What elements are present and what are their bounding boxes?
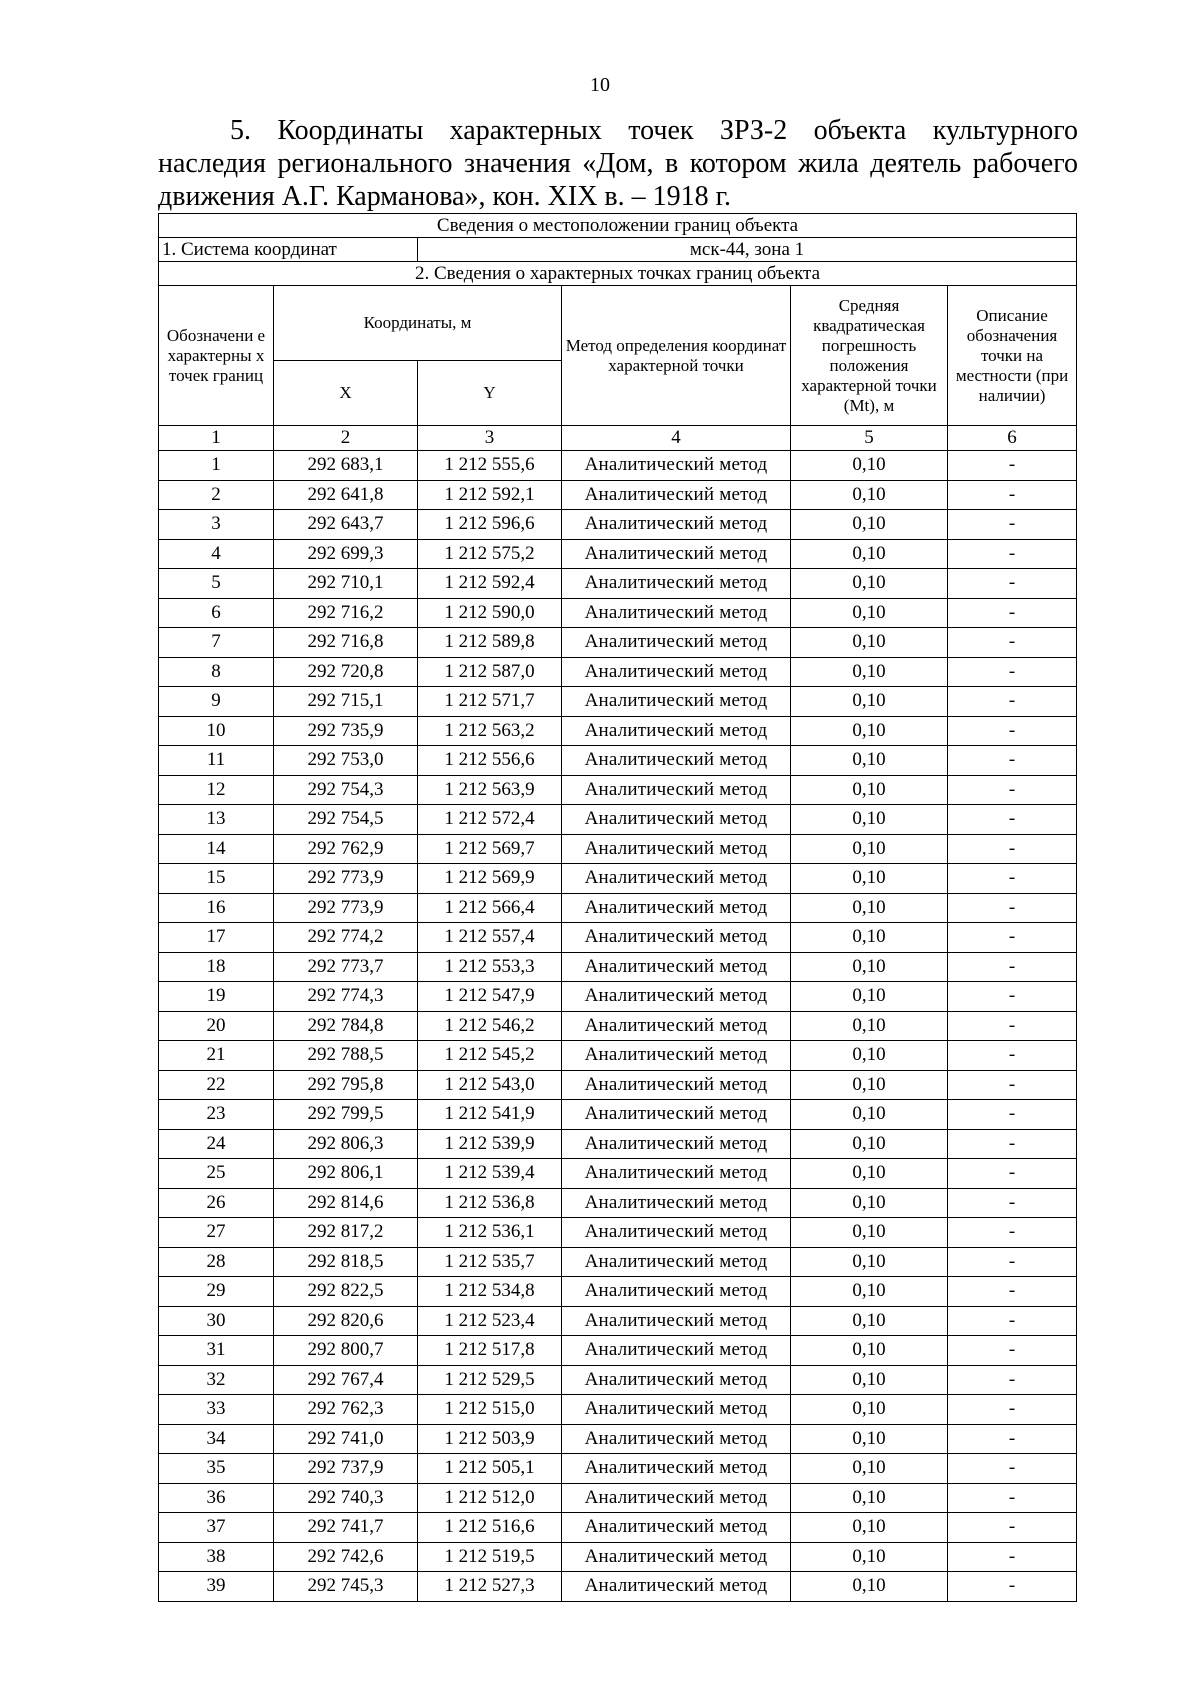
point-number-cell: 34 [159, 1424, 274, 1454]
table-row [159, 1483, 1077, 1513]
description-cell: - [948, 1395, 1077, 1425]
error-cell: 0,10 [791, 775, 948, 805]
y-coordinate-cell: 1 212 572,4 [418, 805, 562, 835]
y-coordinate-cell: 1 212 556,6 [418, 746, 562, 776]
method-cell: Аналитический метод [562, 1513, 791, 1543]
table-row [159, 893, 1077, 923]
section-heading [158, 114, 1078, 213]
point-number-cell: 18 [159, 952, 274, 982]
x-coordinate-cell: 292 784,8 [274, 1011, 418, 1041]
x-coordinate-cell: 292 822,5 [274, 1277, 418, 1307]
y-coordinate-cell: 1 212 563,2 [418, 716, 562, 746]
y-coordinate-cell: 1 212 527,3 [418, 1572, 562, 1602]
error-cell: 0,10 [791, 480, 948, 510]
method-cell: Аналитический метод [562, 1572, 791, 1602]
description-cell: - [948, 510, 1077, 540]
header-y: Y [418, 361, 562, 426]
x-coordinate-cell: 292 716,8 [274, 628, 418, 658]
point-number-cell: 3 [159, 510, 274, 540]
table-row [159, 1100, 1077, 1130]
coord-system-value: мск-44, зона 1 [418, 238, 1077, 262]
y-coordinate-cell: 1 212 553,3 [418, 952, 562, 982]
method-cell: Аналитический метод [562, 775, 791, 805]
description-cell: - [948, 598, 1077, 628]
table-row [159, 628, 1077, 658]
x-coordinate-cell: 292 762,3 [274, 1395, 418, 1425]
point-number-cell: 17 [159, 923, 274, 953]
point-number-cell: 28 [159, 1247, 274, 1277]
table-row [159, 1188, 1077, 1218]
y-coordinate-cell: 1 212 566,4 [418, 893, 562, 923]
description-cell: - [948, 1247, 1077, 1277]
error-cell: 0,10 [791, 746, 948, 776]
point-number-cell: 11 [159, 746, 274, 776]
method-cell: Аналитический метод [562, 746, 791, 776]
description-cell: - [948, 982, 1077, 1012]
table-row [159, 569, 1077, 599]
method-cell: Аналитический метод [562, 982, 791, 1012]
description-cell: - [948, 923, 1077, 953]
y-coordinate-cell: 1 212 539,4 [418, 1159, 562, 1189]
y-coordinate-cell: 1 212 534,8 [418, 1277, 562, 1307]
method-cell: Аналитический метод [562, 834, 791, 864]
column-number: 4 [562, 426, 791, 451]
error-cell: 0,10 [791, 1100, 948, 1130]
x-coordinate-cell: 292 788,5 [274, 1041, 418, 1071]
x-coordinate-cell: 292 773,7 [274, 952, 418, 982]
method-cell: Аналитический метод [562, 1218, 791, 1248]
x-coordinate-cell: 292 817,2 [274, 1218, 418, 1248]
error-cell: 0,10 [791, 1483, 948, 1513]
x-coordinate-cell: 292 740,3 [274, 1483, 418, 1513]
description-cell: - [948, 1159, 1077, 1189]
method-cell: Аналитический метод [562, 1100, 791, 1130]
error-cell: 0,10 [791, 1129, 948, 1159]
table-row [159, 775, 1077, 805]
y-coordinate-cell: 1 212 546,2 [418, 1011, 562, 1041]
error-cell: 0,10 [791, 628, 948, 658]
description-cell: - [948, 1542, 1077, 1572]
method-cell: Аналитический метод [562, 539, 791, 569]
error-cell: 0,10 [791, 598, 948, 628]
x-coordinate-cell: 292 753,0 [274, 746, 418, 776]
error-cell: 0,10 [791, 539, 948, 569]
error-cell: 0,10 [791, 1041, 948, 1071]
table-row [159, 598, 1077, 628]
method-cell: Аналитический метод [562, 657, 791, 687]
method-cell: Аналитический метод [562, 893, 791, 923]
method-cell: Аналитический метод [562, 1041, 791, 1071]
description-cell: - [948, 716, 1077, 746]
point-number-cell: 25 [159, 1159, 274, 1189]
method-cell: Аналитический метод [562, 1277, 791, 1307]
table-row [159, 1542, 1077, 1572]
x-coordinate-cell: 292 773,9 [274, 864, 418, 894]
description-cell: - [948, 746, 1077, 776]
x-coordinate-cell: 292 737,9 [274, 1454, 418, 1484]
column-number: 3 [418, 426, 562, 451]
table-row [159, 1572, 1077, 1602]
method-cell: Аналитический метод [562, 805, 791, 835]
description-cell: - [948, 834, 1077, 864]
table-row [159, 510, 1077, 540]
table-row [159, 923, 1077, 953]
y-coordinate-cell: 1 212 541,9 [418, 1100, 562, 1130]
error-cell: 0,10 [791, 1247, 948, 1277]
error-cell: 0,10 [791, 687, 948, 717]
x-coordinate-cell: 292 795,8 [274, 1070, 418, 1100]
column-number: 2 [274, 426, 418, 451]
table-row [159, 864, 1077, 894]
x-coordinate-cell: 292 818,5 [274, 1247, 418, 1277]
table-row [159, 1247, 1077, 1277]
x-coordinate-cell: 292 710,1 [274, 569, 418, 599]
y-coordinate-cell: 1 212 536,8 [418, 1188, 562, 1218]
table-row [159, 1011, 1077, 1041]
y-coordinate-cell: 1 212 555,6 [418, 451, 562, 481]
method-cell: Аналитический метод [562, 451, 791, 481]
table-row [159, 1129, 1077, 1159]
column-number: 5 [791, 426, 948, 451]
x-coordinate-cell: 292 773,9 [274, 893, 418, 923]
x-coordinate-cell: 292 699,3 [274, 539, 418, 569]
point-number-cell: 26 [159, 1188, 274, 1218]
x-coordinate-cell: 292 806,3 [274, 1129, 418, 1159]
description-cell: - [948, 687, 1077, 717]
x-coordinate-cell: 292 742,6 [274, 1542, 418, 1572]
header-method: Метод определения координат характерной точки [562, 286, 791, 426]
description-cell: - [948, 1572, 1077, 1602]
method-cell: Аналитический метод [562, 1129, 791, 1159]
error-cell: 0,10 [791, 1306, 948, 1336]
method-cell: Аналитический метод [562, 1454, 791, 1484]
point-number-cell: 39 [159, 1572, 274, 1602]
error-cell: 0,10 [791, 1159, 948, 1189]
x-coordinate-cell: 292 814,6 [274, 1188, 418, 1218]
y-coordinate-cell: 1 212 587,0 [418, 657, 562, 687]
point-number-cell: 16 [159, 893, 274, 923]
error-cell: 0,10 [791, 1188, 948, 1218]
table-row [159, 1395, 1077, 1425]
description-cell: - [948, 893, 1077, 923]
description-cell: - [948, 628, 1077, 658]
point-number-cell: 37 [159, 1513, 274, 1543]
header-designation: Обозначени е характерны х точек границ [159, 286, 274, 426]
y-coordinate-cell: 1 212 515,0 [418, 1395, 562, 1425]
method-cell: Аналитический метод [562, 923, 791, 953]
y-coordinate-cell: 1 212 529,5 [418, 1365, 562, 1395]
error-cell: 0,10 [791, 1277, 948, 1307]
error-cell: 0,10 [791, 1011, 948, 1041]
x-coordinate-cell: 292 820,6 [274, 1306, 418, 1336]
error-cell: 0,10 [791, 510, 948, 540]
table-row [159, 982, 1077, 1012]
table-row [159, 805, 1077, 835]
x-coordinate-cell: 292 716,2 [274, 598, 418, 628]
method-cell: Аналитический метод [562, 1070, 791, 1100]
description-cell: - [948, 657, 1077, 687]
x-coordinate-cell: 292 745,3 [274, 1572, 418, 1602]
error-cell: 0,10 [791, 893, 948, 923]
error-cell: 0,10 [791, 923, 948, 953]
error-cell: 0,10 [791, 1365, 948, 1395]
point-number-cell: 14 [159, 834, 274, 864]
description-cell: - [948, 1041, 1077, 1071]
table-row [159, 1365, 1077, 1395]
description-cell: - [948, 569, 1077, 599]
y-coordinate-cell: 1 212 590,0 [418, 598, 562, 628]
method-cell: Аналитический метод [562, 1306, 791, 1336]
description-cell: - [948, 1454, 1077, 1484]
y-coordinate-cell: 1 212 547,9 [418, 982, 562, 1012]
x-coordinate-cell: 292 800,7 [274, 1336, 418, 1366]
table-row [159, 480, 1077, 510]
page-number: 10 [590, 74, 610, 96]
method-cell: Аналитический метод [562, 1365, 791, 1395]
method-cell: Аналитический метод [562, 510, 791, 540]
table-row [159, 1306, 1077, 1336]
section-title: Сведения о местоположении границ объекта [159, 214, 1077, 238]
header-description: Описание обозначения точки на местности (при наличии) [948, 286, 1077, 426]
y-coordinate-cell: 1 212 516,6 [418, 1513, 562, 1543]
x-coordinate-cell: 292 774,3 [274, 982, 418, 1012]
y-coordinate-cell: 1 212 575,2 [418, 539, 562, 569]
point-number-cell: 4 [159, 539, 274, 569]
y-coordinate-cell: 1 212 569,7 [418, 834, 562, 864]
header-x: X [274, 361, 418, 426]
y-coordinate-cell: 1 212 563,9 [418, 775, 562, 805]
point-number-cell: 35 [159, 1454, 274, 1484]
error-cell: 0,10 [791, 1454, 948, 1484]
description-cell: - [948, 1277, 1077, 1307]
method-cell: Аналитический метод [562, 1395, 791, 1425]
point-number-cell: 15 [159, 864, 274, 894]
table-row [159, 952, 1077, 982]
point-number-cell: 19 [159, 982, 274, 1012]
error-cell: 0,10 [791, 805, 948, 835]
x-coordinate-cell: 292 741,0 [274, 1424, 418, 1454]
error-cell: 0,10 [791, 569, 948, 599]
error-cell: 0,10 [791, 834, 948, 864]
y-coordinate-cell: 1 212 592,4 [418, 569, 562, 599]
error-cell: 0,10 [791, 1395, 948, 1425]
point-number-cell: 22 [159, 1070, 274, 1100]
heading-line: движения А.Г. Карманова», кон. XIX в. – 1918 г. [158, 181, 731, 212]
y-coordinate-cell: 1 212 503,9 [418, 1424, 562, 1454]
table-row [159, 1159, 1077, 1189]
point-number-cell: 20 [159, 1011, 274, 1041]
x-coordinate-cell: 292 762,9 [274, 834, 418, 864]
description-cell: - [948, 775, 1077, 805]
table-row [159, 746, 1077, 776]
x-coordinate-cell: 292 735,9 [274, 716, 418, 746]
table-row [159, 1454, 1077, 1484]
x-coordinate-cell: 292 641,8 [274, 480, 418, 510]
point-number-cell: 23 [159, 1100, 274, 1130]
y-coordinate-cell: 1 212 543,0 [418, 1070, 562, 1100]
description-cell: - [948, 1188, 1077, 1218]
point-number-cell: 2 [159, 480, 274, 510]
point-number-cell: 5 [159, 569, 274, 599]
point-number-cell: 7 [159, 628, 274, 658]
error-cell: 0,10 [791, 1513, 948, 1543]
error-cell: 0,10 [791, 864, 948, 894]
x-coordinate-cell: 292 715,1 [274, 687, 418, 717]
description-cell: - [948, 1365, 1077, 1395]
column-number: 1 [159, 426, 274, 451]
point-number-cell: 30 [159, 1306, 274, 1336]
error-cell: 0,10 [791, 1218, 948, 1248]
description-cell: - [948, 1011, 1077, 1041]
y-coordinate-cell: 1 212 535,7 [418, 1247, 562, 1277]
method-cell: Аналитический метод [562, 1011, 791, 1041]
y-coordinate-cell: 1 212 505,1 [418, 1454, 562, 1484]
point-number-cell: 27 [159, 1218, 274, 1248]
method-cell: Аналитический метод [562, 1188, 791, 1218]
point-number-cell: 24 [159, 1129, 274, 1159]
point-number-cell: 10 [159, 716, 274, 746]
x-coordinate-cell: 292 774,2 [274, 923, 418, 953]
description-cell: - [948, 805, 1077, 835]
method-cell: Аналитический метод [562, 1336, 791, 1366]
method-cell: Аналитический метод [562, 952, 791, 982]
method-cell: Аналитический метод [562, 687, 791, 717]
y-coordinate-cell: 1 212 589,8 [418, 628, 562, 658]
method-cell: Аналитический метод [562, 628, 791, 658]
point-number-cell: 13 [159, 805, 274, 835]
x-coordinate-cell: 292 754,3 [274, 775, 418, 805]
points-title: 2. Сведения о характерных точках границ объекта [159, 262, 1077, 286]
point-number-cell: 33 [159, 1395, 274, 1425]
method-cell: Аналитический метод [562, 716, 791, 746]
table-row [159, 687, 1077, 717]
point-number-cell: 1 [159, 451, 274, 481]
method-cell: Аналитический метод [562, 569, 791, 599]
point-number-cell: 36 [159, 1483, 274, 1513]
table-row [159, 539, 1077, 569]
point-number-cell: 21 [159, 1041, 274, 1071]
error-cell: 0,10 [791, 1070, 948, 1100]
error-cell: 0,10 [791, 982, 948, 1012]
point-number-cell: 31 [159, 1336, 274, 1366]
point-number-cell: 12 [159, 775, 274, 805]
description-cell: - [948, 1306, 1077, 1336]
y-coordinate-cell: 1 212 571,7 [418, 687, 562, 717]
y-coordinate-cell: 1 212 539,9 [418, 1129, 562, 1159]
error-cell: 0,10 [791, 657, 948, 687]
heading-line: наследия регионального значения «Дом, в котором жила деятель рабочего [158, 148, 1078, 179]
error-cell: 0,10 [791, 716, 948, 746]
table-row [159, 1513, 1077, 1543]
point-number-cell: 38 [159, 1542, 274, 1572]
error-cell: 0,10 [791, 1336, 948, 1366]
method-cell: Аналитический метод [562, 480, 791, 510]
point-number-cell: 9 [159, 687, 274, 717]
description-cell: - [948, 1336, 1077, 1366]
description-cell: - [948, 480, 1077, 510]
y-coordinate-cell: 1 212 517,8 [418, 1336, 562, 1366]
table-row [159, 1070, 1077, 1100]
table-row [159, 834, 1077, 864]
coordinates-table [158, 213, 1077, 1602]
y-coordinate-cell: 1 212 596,6 [418, 510, 562, 540]
x-coordinate-cell: 292 806,1 [274, 1159, 418, 1189]
y-coordinate-cell: 1 212 569,9 [418, 864, 562, 894]
description-cell: - [948, 539, 1077, 569]
table-row [159, 1424, 1077, 1454]
error-cell: 0,10 [791, 1572, 948, 1602]
x-coordinate-cell: 292 754,5 [274, 805, 418, 835]
table-row [159, 451, 1077, 481]
x-coordinate-cell: 292 643,7 [274, 510, 418, 540]
description-cell: - [948, 1513, 1077, 1543]
point-number-cell: 6 [159, 598, 274, 628]
table-row [159, 716, 1077, 746]
description-cell: - [948, 1483, 1077, 1513]
y-coordinate-cell: 1 212 545,2 [418, 1041, 562, 1071]
y-coordinate-cell: 1 212 519,5 [418, 1542, 562, 1572]
description-cell: - [948, 451, 1077, 481]
x-coordinate-cell: 292 741,7 [274, 1513, 418, 1543]
table-row [159, 1218, 1077, 1248]
point-number-cell: 8 [159, 657, 274, 687]
method-cell: Аналитический метод [562, 598, 791, 628]
x-coordinate-cell: 292 799,5 [274, 1100, 418, 1130]
error-cell: 0,10 [791, 952, 948, 982]
description-cell: - [948, 1424, 1077, 1454]
description-cell: - [948, 1100, 1077, 1130]
x-coordinate-cell: 292 720,8 [274, 657, 418, 687]
y-coordinate-cell: 1 212 592,1 [418, 480, 562, 510]
method-cell: Аналитический метод [562, 1159, 791, 1189]
method-cell: Аналитический метод [562, 1247, 791, 1277]
error-cell: 0,10 [791, 1542, 948, 1572]
column-number: 6 [948, 426, 1077, 451]
description-cell: - [948, 1129, 1077, 1159]
method-cell: Аналитический метод [562, 1424, 791, 1454]
header-error: Средняя квадратическая погрешность положения характерной точки (Mt), м [791, 286, 948, 426]
point-number-cell: 32 [159, 1365, 274, 1395]
y-coordinate-cell: 1 212 557,4 [418, 923, 562, 953]
table-row [159, 657, 1077, 687]
header-coordinates: Координаты, м [274, 286, 562, 361]
error-cell: 0,10 [791, 451, 948, 481]
point-number-cell: 29 [159, 1277, 274, 1307]
table-row [159, 1336, 1077, 1366]
y-coordinate-cell: 1 212 523,4 [418, 1306, 562, 1336]
description-cell: - [948, 1070, 1077, 1100]
description-cell: - [948, 1218, 1077, 1248]
table-row [159, 1277, 1077, 1307]
x-coordinate-cell: 292 767,4 [274, 1365, 418, 1395]
x-coordinate-cell: 292 683,1 [274, 451, 418, 481]
y-coordinate-cell: 1 212 536,1 [418, 1218, 562, 1248]
y-coordinate-cell: 1 212 512,0 [418, 1483, 562, 1513]
description-cell: - [948, 952, 1077, 982]
method-cell: Аналитический метод [562, 864, 791, 894]
heading-line: 5. Координаты характерных точек ЗРЗ-2 объекта культурного [230, 115, 1078, 146]
table-row [159, 1041, 1077, 1071]
coord-system-label: 1. Система координат [159, 238, 418, 262]
method-cell: Аналитический метод [562, 1542, 791, 1572]
error-cell: 0,10 [791, 1424, 948, 1454]
method-cell: Аналитический метод [562, 1483, 791, 1513]
description-cell: - [948, 864, 1077, 894]
